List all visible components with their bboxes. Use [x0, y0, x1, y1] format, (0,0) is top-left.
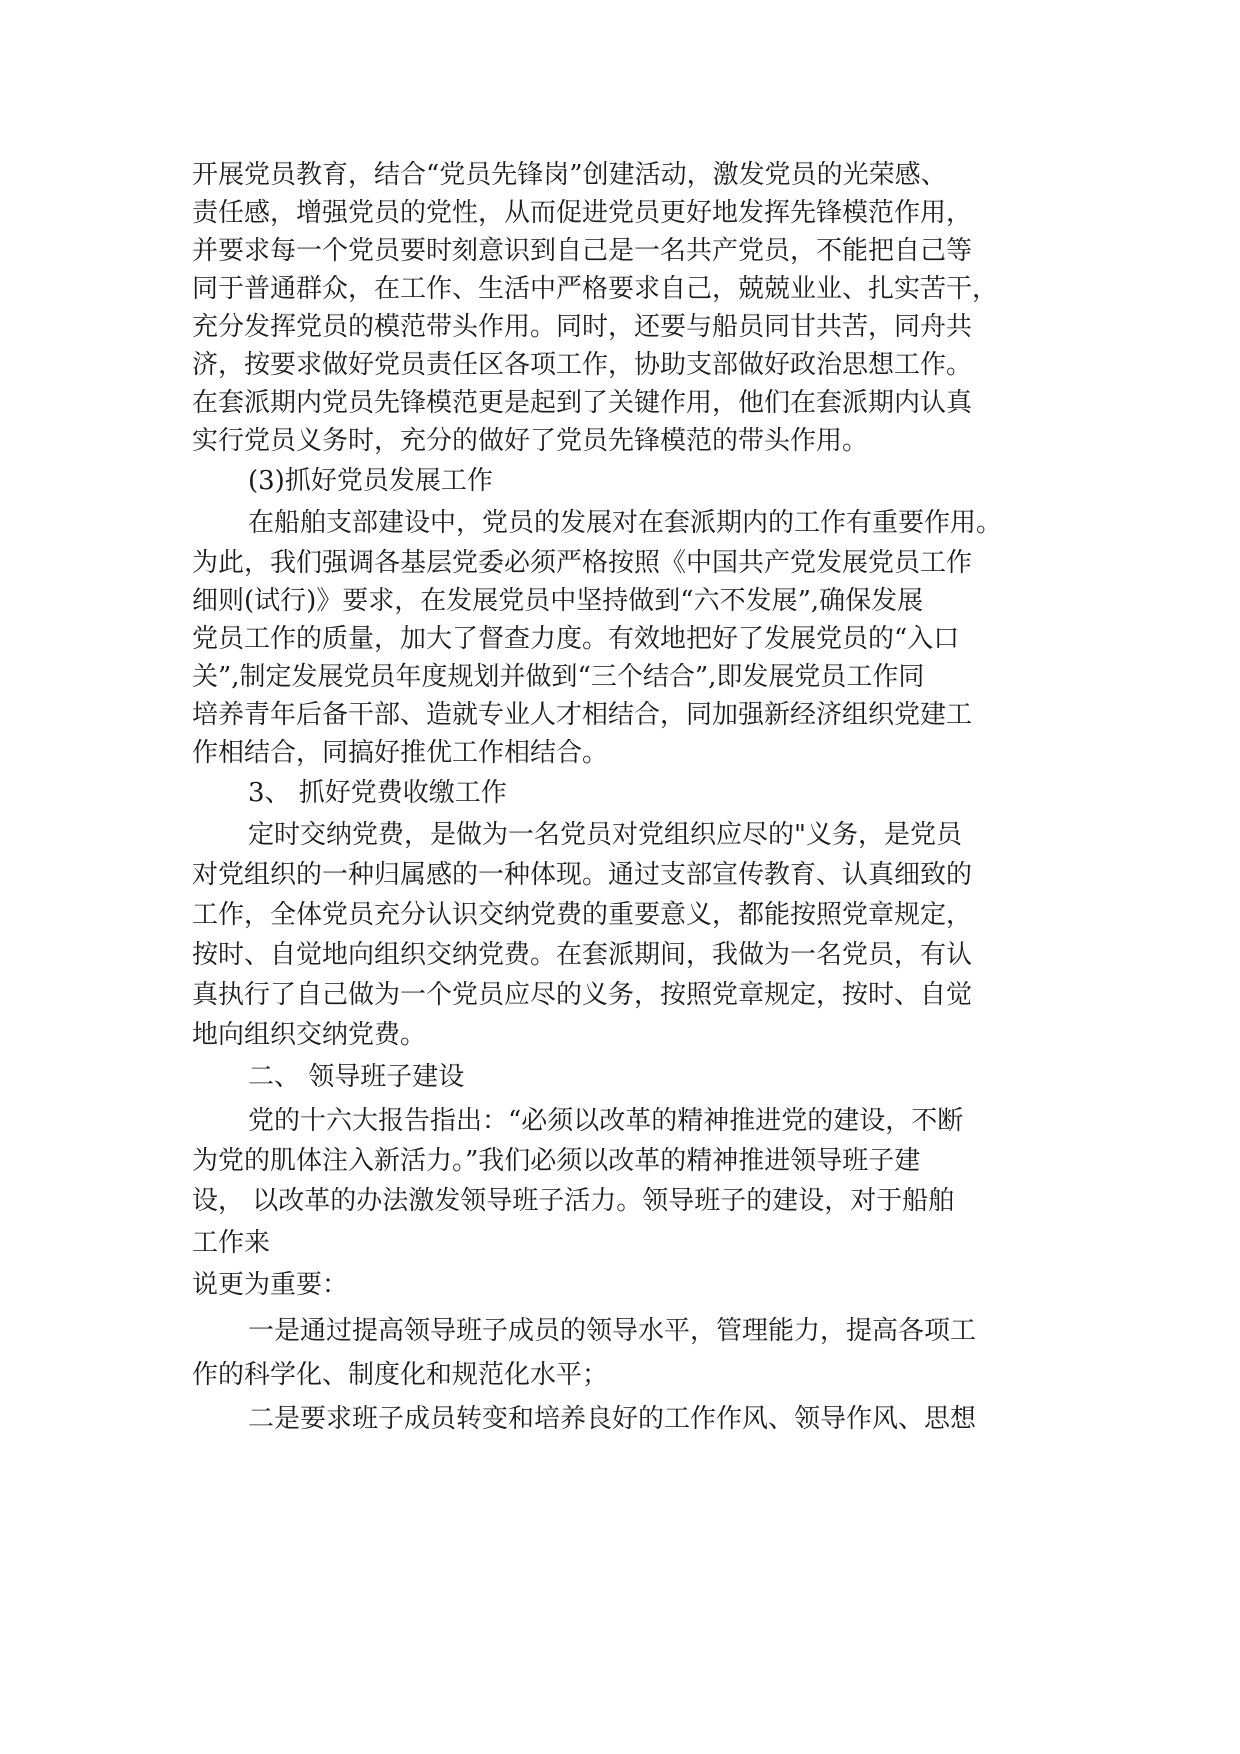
text-line: 工作来	[192, 1228, 271, 1258]
text-line: 并要求每一个党员要时刻意识到自己是一名共产党员，不能把自己等	[192, 236, 973, 266]
text-line: 责任感，增强党员的党性，从而促进党员更好地发挥先锋模范作用，	[192, 198, 973, 228]
text-line: 党的十六大报告指出：“必须以改革的精神推进党的建设，不断	[248, 1106, 964, 1136]
text-line: 真执行了自己做为一个党员应尽的义务，按照党章规定，按时、自觉	[192, 980, 973, 1010]
text-line: 党员工作的质量，加大了督查力度。有效地把好了发展党员的“入口	[192, 624, 960, 654]
text-line: 设， 以改革的办法激发领导班子活力。领导班子的建设，对于船舶	[192, 1186, 955, 1216]
text-line: 作的科学化、制度化和规范化水平；	[192, 1360, 609, 1390]
text-line: 对党组织的一种归属感的一种体现。通过支部宣传教育、认真细致的	[192, 860, 973, 890]
section-heading: (3)抓好党员发展工作	[248, 466, 493, 496]
text-line: 培养青年后备干部、造就专业人才相结合，同加强新经济组织党建工	[192, 700, 973, 730]
text-line: 同于普通群众，在工作、生活中严格要求自己，兢兢业业、扎实苦干，	[192, 274, 999, 304]
text-line: 说更为重要：	[192, 1270, 349, 1300]
text-line: 实行党员义务时，充分的做好了党员先锋模范的带头作用。	[192, 426, 869, 456]
text-line: 定时交纳党费，是做为一名党员对党组织应尽的"义务，是党员	[248, 820, 962, 850]
text-line: 济，按要求做好党员责任区各项工作，协助支部做好政治思想工作。	[192, 350, 973, 380]
text-line: 工作，全体党员充分认识交纳党费的重要意义，都能按照党章规定，	[192, 900, 973, 930]
text-line: 一是通过提高领导班子成员的领导水平，管理能力，提高各项工	[248, 1316, 977, 1346]
text-line: 为党的肌体注入新活力。”我们必须以改革的精神推进领导班子建	[192, 1146, 921, 1176]
text-line: 作相结合，同搞好推优工作相结合。	[192, 738, 609, 768]
text-line: 在船舶支部建设中，党员的发展对在套派期内的工作有重要作用。	[248, 508, 1003, 538]
text-line: 关”,制定发展党员年度规划并做到“三个结合”,即发展党员工作同	[192, 662, 925, 692]
text-line: 为此，我们强调各基层党委必须严格按照《中国共产党发展党员工作	[192, 548, 973, 578]
text-line: 在套派期内党员先锋模范更是起到了关键作用，他们在套派期内认真	[192, 388, 973, 418]
text-line: 地向组织交纳党费。	[192, 1020, 427, 1050]
text-line: 按时、自觉地向组织交纳党费。在套派期间，我做为一名党员，有认	[192, 940, 973, 970]
text-line: 细则(试行)》要求，在发展党员中坚持做到“六不发展”,确保发展	[192, 586, 924, 616]
text-line: 开展党员教育，结合“党员先锋岗”创建活动，激发党员的光荣感、	[192, 160, 947, 190]
section-heading: 二、 领导班子建设	[248, 1062, 465, 1092]
section-heading: 3、 抓好党费收缴工作	[248, 778, 507, 808]
text-line: 二是要求班子成员转变和培养良好的工作作风、领导作风、思想	[248, 1404, 977, 1434]
text-line: 充分发挥党员的模范带头作用。同时，还要与船员同甘共苦，同舟共	[192, 312, 973, 342]
